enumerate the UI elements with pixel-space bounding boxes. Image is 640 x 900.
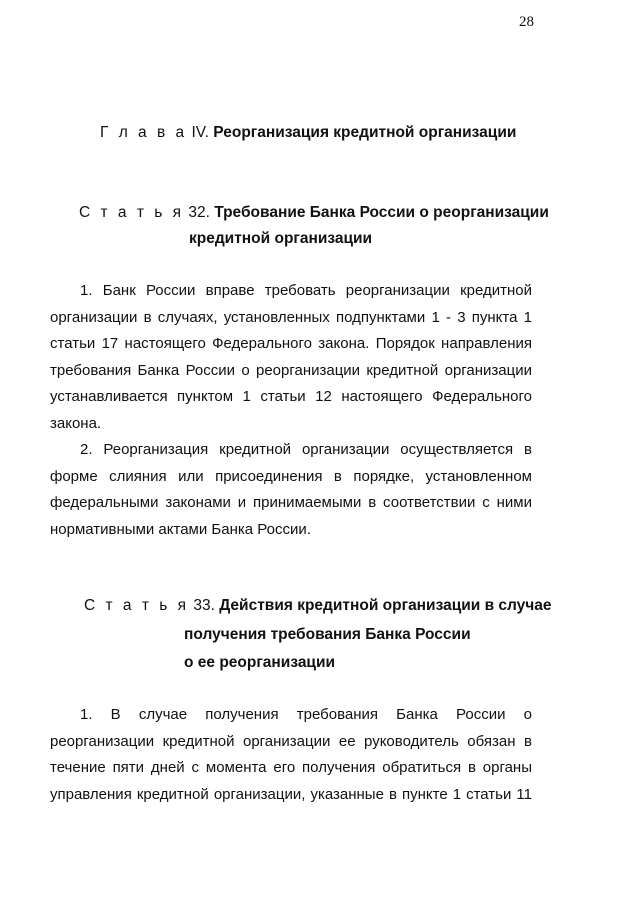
article-32-title-line2: кредитной организации bbox=[189, 230, 373, 247]
article-32-paragraph-1: 1. Банк России вправе требовать реорганизации кредитной организации в случаях, установленных подпунктами 1 - 3 пункта 1 статьи 17 настоящего Федерального закона. Порядок направления требования Банка России о реорганизации кредитной организации устанавливается пунктом 1 статьи 12 настоящего Федерального закона. bbox=[50, 282, 532, 432]
article-33-paragraph-1: 1. В случае получения требования Банка России о реорганизации кредитной организации ее руководитель обязан в течение пяти дней с момента его получения обратиться в органы управления кредитной организации, указанные в пункте 1 статьи 11 bbox=[50, 706, 532, 803]
article-32-heading bbox=[79, 204, 549, 222]
article-32-title-line1: Требование Банка России о реорганизации bbox=[214, 204, 549, 221]
chapter-title: Реорганизация кредитной организации bbox=[213, 124, 517, 141]
article-33-title-line3: о ее реорганизации bbox=[184, 654, 336, 671]
article-32-paragraph-2: 2. Реорганизация кредитной организации осуществляется в форме слияния или присоединения в порядке, установленном федеральными законами и принимаемыми в соответствии с ними нормативными актами Банка России. bbox=[50, 441, 532, 538]
article-33-title-line1: Действия кредитной организации в случае bbox=[219, 597, 552, 614]
article-33-title-line2: получения требования Банка России bbox=[184, 626, 471, 643]
article-33-number: 33. bbox=[193, 597, 215, 614]
article-33-heading bbox=[84, 597, 552, 615]
article-33-prefix: С т а т ь я bbox=[84, 597, 190, 614]
article-32-number: 32. bbox=[188, 204, 210, 221]
article-32-body bbox=[50, 278, 532, 543]
article-33-body bbox=[50, 702, 532, 808]
page-number: 28 bbox=[519, 14, 534, 30]
chapter-number: IV. bbox=[191, 124, 209, 141]
chapter-prefix: Г л а в а bbox=[100, 124, 188, 141]
chapter-heading bbox=[100, 124, 516, 142]
article-32-prefix: С т а т ь я bbox=[79, 204, 185, 221]
